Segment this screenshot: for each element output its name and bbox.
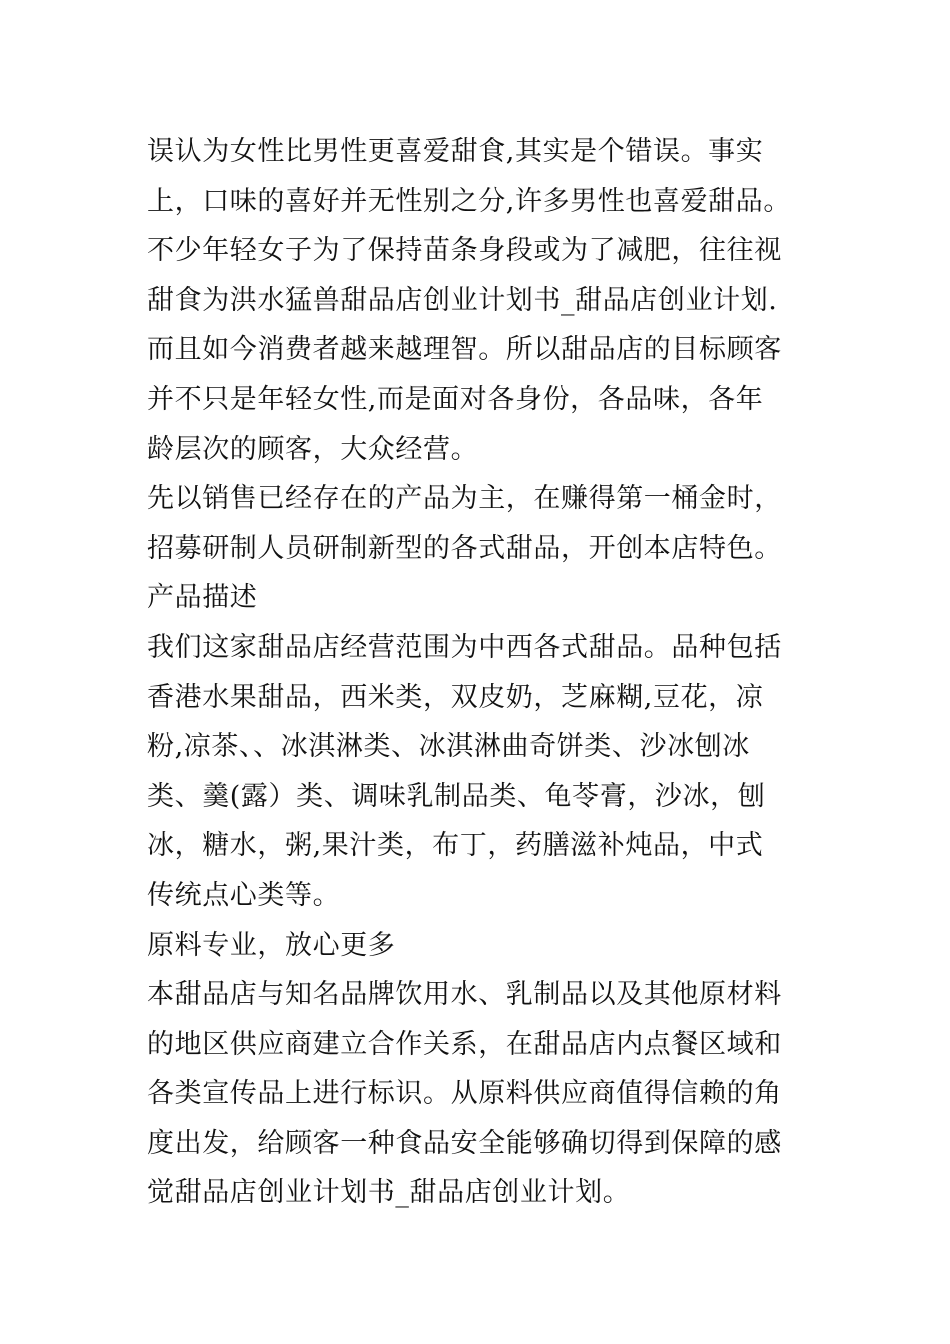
text-line: 而且如今消费者越来越理智。所以甜品店的目标顾客 bbox=[147, 334, 782, 366]
text-line: 不少年轻女子为了保持苗条身段或为了减肥，往往视 bbox=[147, 235, 782, 267]
text-line: 冰，糖水，粥,果汁类，布丁，药膳滋补炖品，中式 bbox=[147, 830, 764, 862]
text-line: 误认为女性比男性更喜爱甜食,其实是个错误。事实 bbox=[147, 136, 764, 167]
section-heading: 原料专业，放心更多 bbox=[147, 929, 396, 961]
text-line: 度出发，给顾客一种食品安全能够确切得到保障的感 bbox=[147, 1127, 782, 1159]
section-heading: 产品描述 bbox=[147, 582, 258, 614]
text-line: 的地区供应商建立合作关系，在甜品店内点餐区域和 bbox=[147, 1028, 782, 1060]
text-line: 甜食为洪水猛兽甜品店创业计划书_甜品店创业计划. bbox=[147, 284, 778, 316]
text-line: 各类宣传品上进行标识。从原料供应商值得信赖的角 bbox=[147, 1078, 782, 1110]
body-text bbox=[147, 127, 847, 1218]
text-line: 先以销售已经存在的产品为主，在赚得第一桶金时， bbox=[147, 483, 782, 515]
text-line: 龄层次的顾客，大众经营。 bbox=[147, 433, 479, 465]
text-line: 传统点心类等。 bbox=[147, 879, 341, 911]
text-line: 招募研制人员研制新型的各式甜品，开创本店特色。 bbox=[147, 532, 782, 564]
text-line: 类、羹(露）类、调味乳制品类、龟苓膏，沙冰，刨 bbox=[147, 780, 766, 812]
text-line: 本甜品店与知名品牌饮用水、乳制品以及其他原材料 bbox=[147, 979, 782, 1011]
text-line: 觉甜品店创业计划书_甜品店创业计划。 bbox=[147, 1177, 631, 1209]
text-line: 上，口味的喜好并无性别之分,许多男性也喜爱甜品。 bbox=[147, 185, 791, 217]
text-line: 香港水果甜品，西米类，双皮奶，芝麻糊,豆花，凉 bbox=[147, 681, 764, 713]
text-line: 我们这家甜品店经营范围为中西各式甜品。品种包括 bbox=[147, 631, 782, 663]
text-line: 粉,凉茶、、冰淇淋类、冰淇淋曲奇饼类、沙冰刨冰 bbox=[147, 731, 750, 763]
text-line: 并不只是年轻女性,而是面对各身份，各品味，各年 bbox=[147, 383, 764, 415]
